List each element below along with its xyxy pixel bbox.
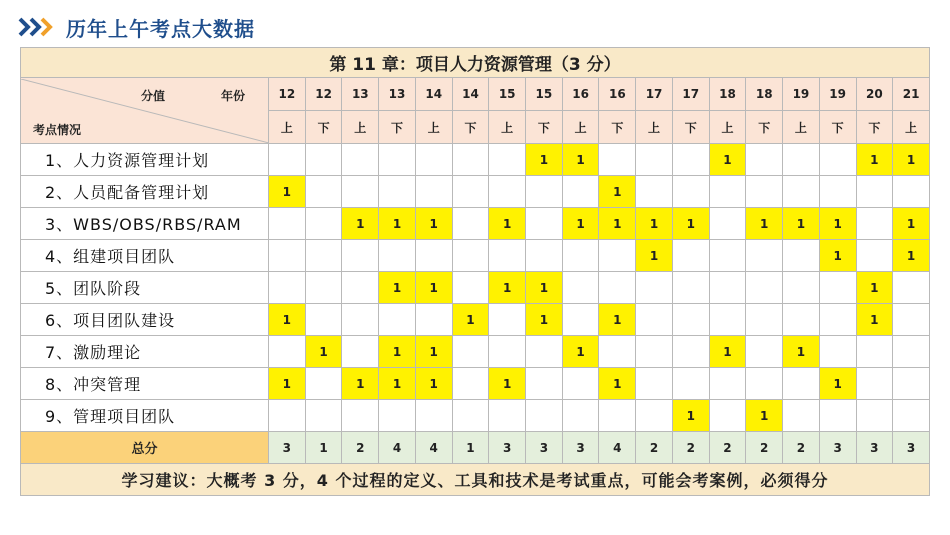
- score-cell: [856, 336, 893, 368]
- score-cell: 1: [379, 272, 416, 304]
- score-cell: 1: [599, 368, 636, 400]
- score-cell: [709, 272, 746, 304]
- score-cell: [893, 304, 930, 336]
- score-cell: [746, 240, 783, 272]
- table-row: [21, 368, 930, 400]
- table-row: [21, 272, 930, 304]
- score-cell: [489, 240, 526, 272]
- score-cell: [636, 176, 673, 208]
- half-header-cell: 下: [819, 111, 856, 144]
- score-cell: 1: [452, 304, 489, 336]
- score-cell: [342, 240, 379, 272]
- score-cell: [783, 144, 820, 176]
- total-value-cell: 3: [489, 432, 526, 464]
- score-cell: 1: [746, 400, 783, 432]
- score-cell: [415, 304, 452, 336]
- score-cell: [709, 240, 746, 272]
- total-value-cell: 2: [672, 432, 709, 464]
- topic-label-cell: 8、冲突管理: [21, 368, 269, 400]
- score-cell: [893, 368, 930, 400]
- score-cell: 1: [379, 336, 416, 368]
- score-cell: [636, 144, 673, 176]
- score-cell: 1: [562, 208, 599, 240]
- score-cell: 1: [636, 240, 673, 272]
- year-header-cell: 15: [526, 78, 563, 111]
- score-cell: [526, 208, 563, 240]
- half-header-cell: 上: [893, 111, 930, 144]
- score-cell: [599, 240, 636, 272]
- score-cell: [783, 304, 820, 336]
- year-header-cell: 20: [856, 78, 893, 111]
- score-cell: [856, 400, 893, 432]
- score-cell: [452, 208, 489, 240]
- score-cell: [819, 176, 856, 208]
- score-label: 分值: [141, 88, 166, 103]
- score-cell: [379, 176, 416, 208]
- score-cell: [819, 336, 856, 368]
- year-header-cell: 19: [783, 78, 820, 111]
- score-cell: [526, 400, 563, 432]
- score-cell: [342, 304, 379, 336]
- score-cell: 1: [856, 272, 893, 304]
- total-value-cell: 2: [783, 432, 820, 464]
- score-cell: 1: [783, 208, 820, 240]
- total-value-cell: 1: [305, 432, 342, 464]
- score-cell: [269, 208, 306, 240]
- score-cell: [269, 240, 306, 272]
- score-cell: [672, 240, 709, 272]
- score-cell: [746, 304, 783, 336]
- score-cell: [709, 400, 746, 432]
- score-cell: [562, 400, 599, 432]
- score-cell: [636, 336, 673, 368]
- score-cell: 1: [672, 400, 709, 432]
- table-row: [21, 176, 930, 208]
- score-cell: [562, 304, 599, 336]
- table-row: [21, 400, 930, 432]
- score-cell: [562, 272, 599, 304]
- score-cell: [819, 400, 856, 432]
- score-cell: 1: [856, 304, 893, 336]
- year-header-cell: 18: [746, 78, 783, 111]
- double-chevron-right-icon: [18, 16, 56, 38]
- score-cell: 1: [746, 208, 783, 240]
- year-label: 年份: [221, 88, 246, 103]
- score-cell: [342, 400, 379, 432]
- half-header-cell: 下: [305, 111, 342, 144]
- half-header-cell: 上: [562, 111, 599, 144]
- half-header-cell: 上: [342, 111, 379, 144]
- score-cell: [783, 400, 820, 432]
- year-header-cell: 15: [489, 78, 526, 111]
- score-cell: 1: [893, 144, 930, 176]
- half-header-cell: 上: [269, 111, 306, 144]
- total-value-cell: 3: [819, 432, 856, 464]
- score-cell: [562, 176, 599, 208]
- score-cell: [709, 304, 746, 336]
- score-cell: [305, 368, 342, 400]
- half-header-cell: 上: [489, 111, 526, 144]
- half-header-cell: 下: [599, 111, 636, 144]
- score-cell: [415, 400, 452, 432]
- year-header-cell: 12: [305, 78, 342, 111]
- year-header-cell: 13: [342, 78, 379, 111]
- score-cell: [746, 272, 783, 304]
- score-cell: [269, 400, 306, 432]
- half-header-cell: 下: [672, 111, 709, 144]
- total-value-cell: 3: [269, 432, 306, 464]
- score-cell: [452, 240, 489, 272]
- score-cell: [269, 144, 306, 176]
- total-value-cell: 4: [415, 432, 452, 464]
- topic-label-cell: 2、人员配备管理计划: [21, 176, 269, 208]
- topic-label-cell: 5、团队阶段: [21, 272, 269, 304]
- score-cell: [819, 304, 856, 336]
- year-header-cell: 17: [636, 78, 673, 111]
- score-cell: [489, 304, 526, 336]
- score-cell: [489, 336, 526, 368]
- score-cell: 1: [526, 272, 563, 304]
- score-cell: 1: [636, 208, 673, 240]
- score-cell: [672, 304, 709, 336]
- score-cell: 1: [599, 176, 636, 208]
- score-cell: 1: [562, 336, 599, 368]
- score-cell: 1: [305, 336, 342, 368]
- half-header-cell: 上: [636, 111, 673, 144]
- half-header-cell: 上: [415, 111, 452, 144]
- total-value-cell: 1: [452, 432, 489, 464]
- score-cell: 1: [562, 144, 599, 176]
- score-cell: [452, 400, 489, 432]
- table-row: [21, 208, 930, 240]
- year-header-cell: 16: [599, 78, 636, 111]
- score-cell: 1: [415, 208, 452, 240]
- score-cell: 1: [415, 272, 452, 304]
- year-header-cell: 14: [452, 78, 489, 111]
- score-cell: 1: [709, 336, 746, 368]
- score-cell: [893, 272, 930, 304]
- topic-label-cell: 1、人力资源管理计划: [21, 144, 269, 176]
- score-cell: 1: [269, 368, 306, 400]
- score-cell: [489, 144, 526, 176]
- score-cell: 1: [893, 240, 930, 272]
- score-cell: 1: [672, 208, 709, 240]
- score-cell: 1: [709, 144, 746, 176]
- score-cell: [305, 144, 342, 176]
- score-cell: [342, 336, 379, 368]
- score-cell: [783, 240, 820, 272]
- score-cell: 1: [415, 336, 452, 368]
- score-cell: 1: [856, 144, 893, 176]
- score-cell: [305, 240, 342, 272]
- score-cell: [489, 400, 526, 432]
- score-cell: [599, 272, 636, 304]
- score-cell: [562, 240, 599, 272]
- score-cell: [746, 176, 783, 208]
- score-cell: 1: [489, 272, 526, 304]
- score-cell: [452, 272, 489, 304]
- score-cell: [562, 368, 599, 400]
- score-cell: [893, 400, 930, 432]
- topic-label-cell: 7、激励理论: [21, 336, 269, 368]
- total-row: [21, 432, 930, 464]
- table-title: 第 11 章：项目人力资源管理（3 分）: [21, 48, 930, 78]
- score-cell: [452, 368, 489, 400]
- study-advice: 学习建议：大概考 3 分，4 个过程的定义、工具和技术是考试重点，可能会考案例，必须得分: [21, 464, 930, 496]
- score-cell: [379, 400, 416, 432]
- score-cell: [672, 176, 709, 208]
- total-value-cell: 4: [379, 432, 416, 464]
- score-cell: [305, 176, 342, 208]
- score-cell: [819, 144, 856, 176]
- score-cell: [709, 368, 746, 400]
- score-cell: 1: [819, 208, 856, 240]
- score-cell: 1: [269, 304, 306, 336]
- score-cell: [636, 272, 673, 304]
- score-cell: 1: [489, 208, 526, 240]
- topic-label-cell: 4、组建项目团队: [21, 240, 269, 272]
- score-cell: 1: [415, 368, 452, 400]
- total-value-cell: 3: [856, 432, 893, 464]
- score-cell: [636, 304, 673, 336]
- score-cell: [856, 208, 893, 240]
- score-cell: 1: [819, 240, 856, 272]
- total-value-cell: 2: [746, 432, 783, 464]
- year-header-cell: 17: [672, 78, 709, 111]
- score-cell: [305, 400, 342, 432]
- half-header-cell: 下: [856, 111, 893, 144]
- score-cell: [636, 400, 673, 432]
- score-cell: [819, 272, 856, 304]
- score-cell: [856, 176, 893, 208]
- score-cell: [452, 336, 489, 368]
- table-row: [21, 304, 930, 336]
- score-cell: [452, 176, 489, 208]
- topic-label: 考点情况: [33, 122, 82, 137]
- score-cell: [379, 304, 416, 336]
- page-title: 历年上午考点大数据: [66, 16, 255, 41]
- year-header-cell: 14: [415, 78, 452, 111]
- table-row: [21, 144, 930, 176]
- score-cell: [269, 336, 306, 368]
- year-header-cell: 13: [379, 78, 416, 111]
- topic-label-cell: 3、WBS/OBS/RBS/RAM: [21, 208, 269, 240]
- score-cell: [856, 368, 893, 400]
- score-cell: [746, 336, 783, 368]
- score-cell: [783, 368, 820, 400]
- year-header-cell: 21: [893, 78, 930, 111]
- score-cell: [526, 240, 563, 272]
- table-row: [21, 336, 930, 368]
- exam-points-table: [20, 47, 930, 496]
- score-cell: [672, 368, 709, 400]
- score-cell: [526, 368, 563, 400]
- score-cell: [783, 176, 820, 208]
- score-cell: [636, 368, 673, 400]
- score-cell: 1: [599, 208, 636, 240]
- page-header: [18, 10, 255, 44]
- score-cell: 1: [526, 144, 563, 176]
- score-cell: [526, 336, 563, 368]
- year-header-cell: 18: [709, 78, 746, 111]
- score-cell: [893, 176, 930, 208]
- score-cell: [599, 336, 636, 368]
- total-value-cell: 3: [893, 432, 930, 464]
- score-cell: 1: [819, 368, 856, 400]
- topic-label-cell: 6、项目团队建设: [21, 304, 269, 336]
- score-cell: 1: [269, 176, 306, 208]
- year-header-cell: 16: [562, 78, 599, 111]
- half-header-cell: 上: [783, 111, 820, 144]
- table-corner-header: [21, 78, 269, 144]
- score-cell: [893, 336, 930, 368]
- score-cell: [783, 272, 820, 304]
- score-cell: 1: [893, 208, 930, 240]
- score-cell: [379, 144, 416, 176]
- score-cell: [342, 176, 379, 208]
- total-label-cell: 总分: [21, 432, 269, 464]
- year-header-cell: 19: [819, 78, 856, 111]
- total-value-cell: 4: [599, 432, 636, 464]
- score-cell: [746, 368, 783, 400]
- half-header-cell: 下: [746, 111, 783, 144]
- topic-label-cell: 9、管理项目团队: [21, 400, 269, 432]
- year-header-cell: 12: [269, 78, 306, 111]
- score-cell: [709, 208, 746, 240]
- score-cell: [305, 208, 342, 240]
- score-cell: 1: [489, 368, 526, 400]
- total-value-cell: 2: [342, 432, 379, 464]
- half-header-cell: 下: [526, 111, 563, 144]
- total-value-cell: 2: [636, 432, 673, 464]
- score-cell: [672, 144, 709, 176]
- score-cell: 1: [379, 208, 416, 240]
- score-cell: 1: [599, 304, 636, 336]
- total-value-cell: 2: [709, 432, 746, 464]
- score-cell: [672, 336, 709, 368]
- score-cell: [452, 144, 489, 176]
- score-cell: [415, 144, 452, 176]
- total-value-cell: 3: [526, 432, 563, 464]
- score-cell: [269, 272, 306, 304]
- total-value-cell: 3: [562, 432, 599, 464]
- score-cell: [599, 400, 636, 432]
- score-cell: [415, 176, 452, 208]
- score-cell: [415, 240, 452, 272]
- score-cell: 1: [342, 368, 379, 400]
- score-cell: 1: [342, 208, 379, 240]
- score-cell: [379, 240, 416, 272]
- score-cell: [305, 272, 342, 304]
- score-cell: [342, 272, 379, 304]
- score-cell: [305, 304, 342, 336]
- score-cell: [526, 176, 563, 208]
- score-cell: [856, 240, 893, 272]
- half-header-cell: 下: [452, 111, 489, 144]
- score-cell: [599, 144, 636, 176]
- half-header-cell: 下: [379, 111, 416, 144]
- score-cell: [489, 176, 526, 208]
- score-cell: 1: [379, 368, 416, 400]
- score-cell: [746, 144, 783, 176]
- table-row: [21, 240, 930, 272]
- score-cell: 1: [526, 304, 563, 336]
- score-cell: [672, 272, 709, 304]
- score-cell: [709, 176, 746, 208]
- half-header-cell: 上: [709, 111, 746, 144]
- score-cell: [342, 144, 379, 176]
- score-cell: 1: [783, 336, 820, 368]
